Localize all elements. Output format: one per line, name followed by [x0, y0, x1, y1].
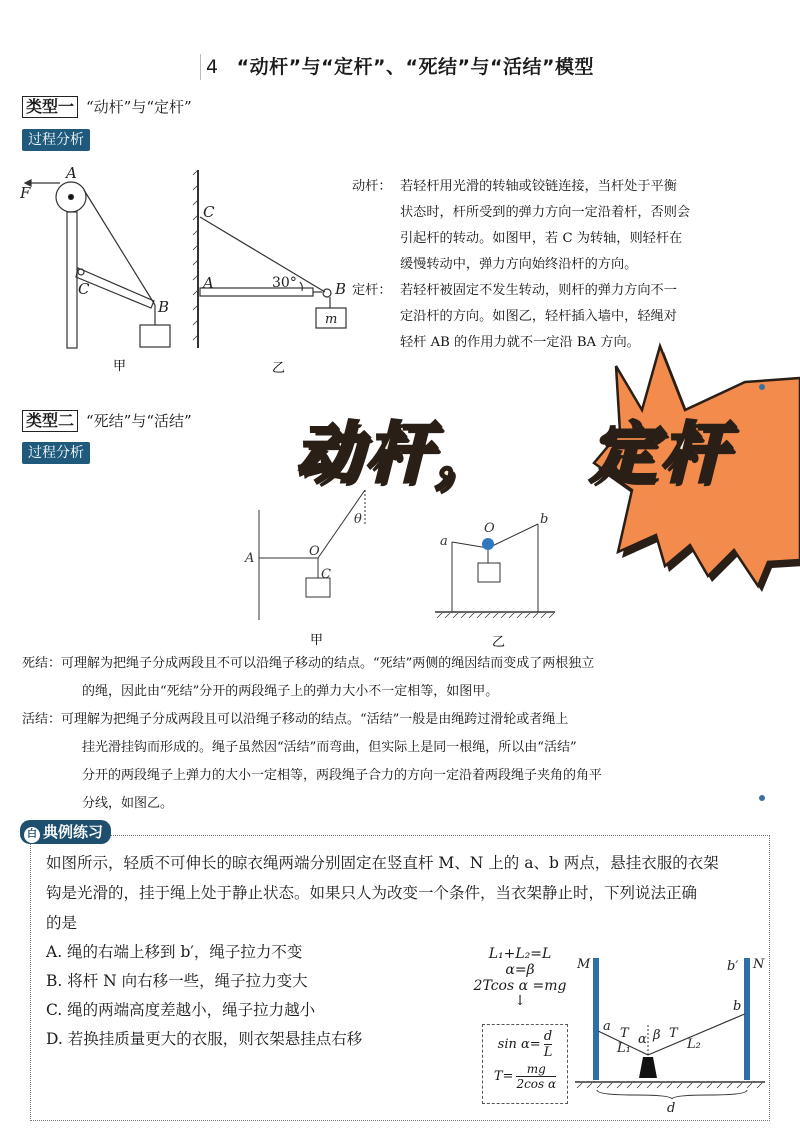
example-icon: 白	[24, 827, 40, 843]
question-line-3: 的是	[46, 914, 78, 932]
note-dong-line-4: 缓慢转动中，弹力方向始终沿杆的方向。	[400, 257, 638, 272]
note-huo-line-1: 活结：可理解为把绳子分成两段且可以沿绳子移动的结点。“活结”一般是由绳跨过滑轮或者绳上	[22, 712, 569, 727]
decor-dot-2	[759, 795, 765, 801]
example-tag: 白 典例练习	[20, 820, 111, 844]
note-si-line-2: 的绳，因此由“死结”分开的两段绳子上的弹力大小不一定相等，如图甲。	[82, 684, 499, 699]
label-m: m	[325, 312, 338, 327]
caption-yi2: 乙	[492, 635, 506, 650]
note-huo-line-4: 分线，如图乙。	[82, 796, 174, 811]
type2-header	[22, 410, 192, 432]
type1-process-label: 过程分析	[22, 129, 90, 151]
type2-subtitle: “死结”与“活结”	[86, 412, 192, 430]
type2-process-label: 过程分析	[22, 442, 90, 464]
overlay-dong-gan: 动杆，	[295, 415, 505, 492]
label-angle: 30°	[272, 275, 297, 291]
caption-jia2: 甲	[310, 633, 324, 648]
option-a[interactable]: A. 绳的右端上移到 b′，绳子拉力不变	[46, 943, 303, 961]
label-C3: C	[321, 567, 331, 582]
label-C: C	[78, 280, 90, 298]
label-N: N	[753, 957, 765, 972]
question-text	[46, 848, 766, 938]
label-F: F	[20, 184, 31, 202]
label-L2: L₂	[687, 1037, 701, 1052]
option-c[interactable]: C. 绳的两端高度差越小，绳子拉力越小	[46, 1001, 316, 1019]
type1-header	[22, 96, 192, 118]
option-d[interactable]: D. 若换挂质量更大的衣服，则衣架悬挂点右移	[46, 1030, 363, 1048]
formula-3: 2Tcos α =mg	[473, 978, 567, 994]
label-C2: C	[203, 203, 215, 221]
label-b: b	[540, 512, 549, 527]
formula-2: α=β	[505, 962, 535, 978]
note-ding-line-3: 轻杆 AB 的作用力就不一定沿 BA 方向。	[400, 335, 640, 350]
label-A2: A	[203, 274, 214, 292]
label-O: O	[309, 544, 320, 559]
note-huo-line-2: 挂光滑挂钩而形成的。绳子虽然因“活结”而弯曲，但实际上是同一根绳，所以由“活结”	[82, 740, 577, 755]
label-b-point: b	[733, 999, 742, 1014]
label-L1: L₁	[617, 1041, 631, 1056]
label-O2: O	[484, 521, 495, 536]
type2-notes	[22, 650, 792, 818]
formula-box	[482, 1024, 568, 1104]
note-huo-line-3: 分开的两段绳子上弹力的大小一定相等，两段绳子合力的方向一定沿着两段绳子夹角的角平	[82, 768, 603, 783]
formula-T: T= $\frac{mg}{\text{2cos α}}$	[493, 1062, 557, 1091]
formula-sin: sin α= $\frac{d}{L}$	[497, 1029, 553, 1060]
label-A3: A	[245, 551, 255, 566]
label-theta: θ	[354, 512, 362, 527]
label-A: A	[66, 164, 77, 182]
option-b[interactable]: B. 将杆 N 向右移一些，绳子拉力变大	[46, 972, 308, 990]
caption-yi: 乙	[272, 361, 286, 376]
formula-stack	[470, 946, 570, 1008]
label-M: M	[577, 957, 591, 972]
note-dong-line-2: 状态时，杆所受到的弹力方向一定沿着杆，否则会	[400, 205, 691, 220]
label-B: B	[158, 298, 170, 316]
type1-notes	[352, 174, 792, 356]
note-dong-line-1: 动杆： 若轻杆用光滑的转轴或铰链连接，当杆处于平衡	[352, 179, 677, 194]
figure-movable-rod	[0, 160, 360, 380]
label-a: a	[440, 534, 448, 549]
label-T2: T	[669, 1026, 678, 1041]
formula-1: L₁+L₂=L	[488, 946, 552, 962]
options-list	[46, 938, 466, 1054]
question-line-2: 钩是光滑的，挂于绳上处于静止状态。如果只人为改变一个条件，当衣架静止时，下列说法正确	[46, 884, 698, 902]
label-b-prime: b′	[727, 959, 739, 974]
arrow-down-icon: ↓	[514, 993, 526, 1009]
note-dong-line-3: 引起杆的转动。如图甲，若 C 为转轴，则轻杆在	[400, 231, 683, 246]
note-ding-line-1: 定杆： 若轻杆被固定不发生转动，则杆的弹力方向不一	[352, 283, 677, 298]
clothesline-diagram	[575, 950, 775, 1116]
label-beta: β	[653, 1028, 661, 1043]
label-d: d	[667, 1101, 676, 1116]
section-number: 4	[206, 56, 219, 78]
note-si-line-1: 死结：可理解为把绳子分成两段且不可以沿绳子移动的结点。“死结”两侧的绳因结而变成了两根独立	[22, 656, 595, 671]
label-B2: B	[335, 280, 347, 298]
decor-dot	[759, 384, 765, 390]
label-T1: T	[620, 1026, 629, 1041]
question-line-1: 如图所示，轻质不可伸长的晾衣绳两端分别固定在竖直杆 M、N 上的 a、b 两点，悬挂衣服的衣架	[46, 854, 719, 872]
overlay-ding-gan: 定杆	[590, 415, 730, 492]
caption-jia: 甲	[113, 359, 127, 374]
title-text: “动杆”与“定杆”、“死结”与“活结”模型	[236, 56, 594, 78]
page-title	[0, 52, 800, 79]
type2-tag: 类型二	[22, 410, 78, 432]
label-alpha: α	[638, 1032, 647, 1047]
type1-subtitle: “动杆”与“定杆”	[86, 98, 192, 116]
label-a-point: a	[603, 1019, 611, 1034]
figure-knots	[230, 480, 570, 650]
note-ding-line-2: 定沿杆的方向。如图乙，轻杆插入墙中，轻绳对	[400, 309, 677, 324]
type1-tag: 类型一	[22, 96, 78, 118]
